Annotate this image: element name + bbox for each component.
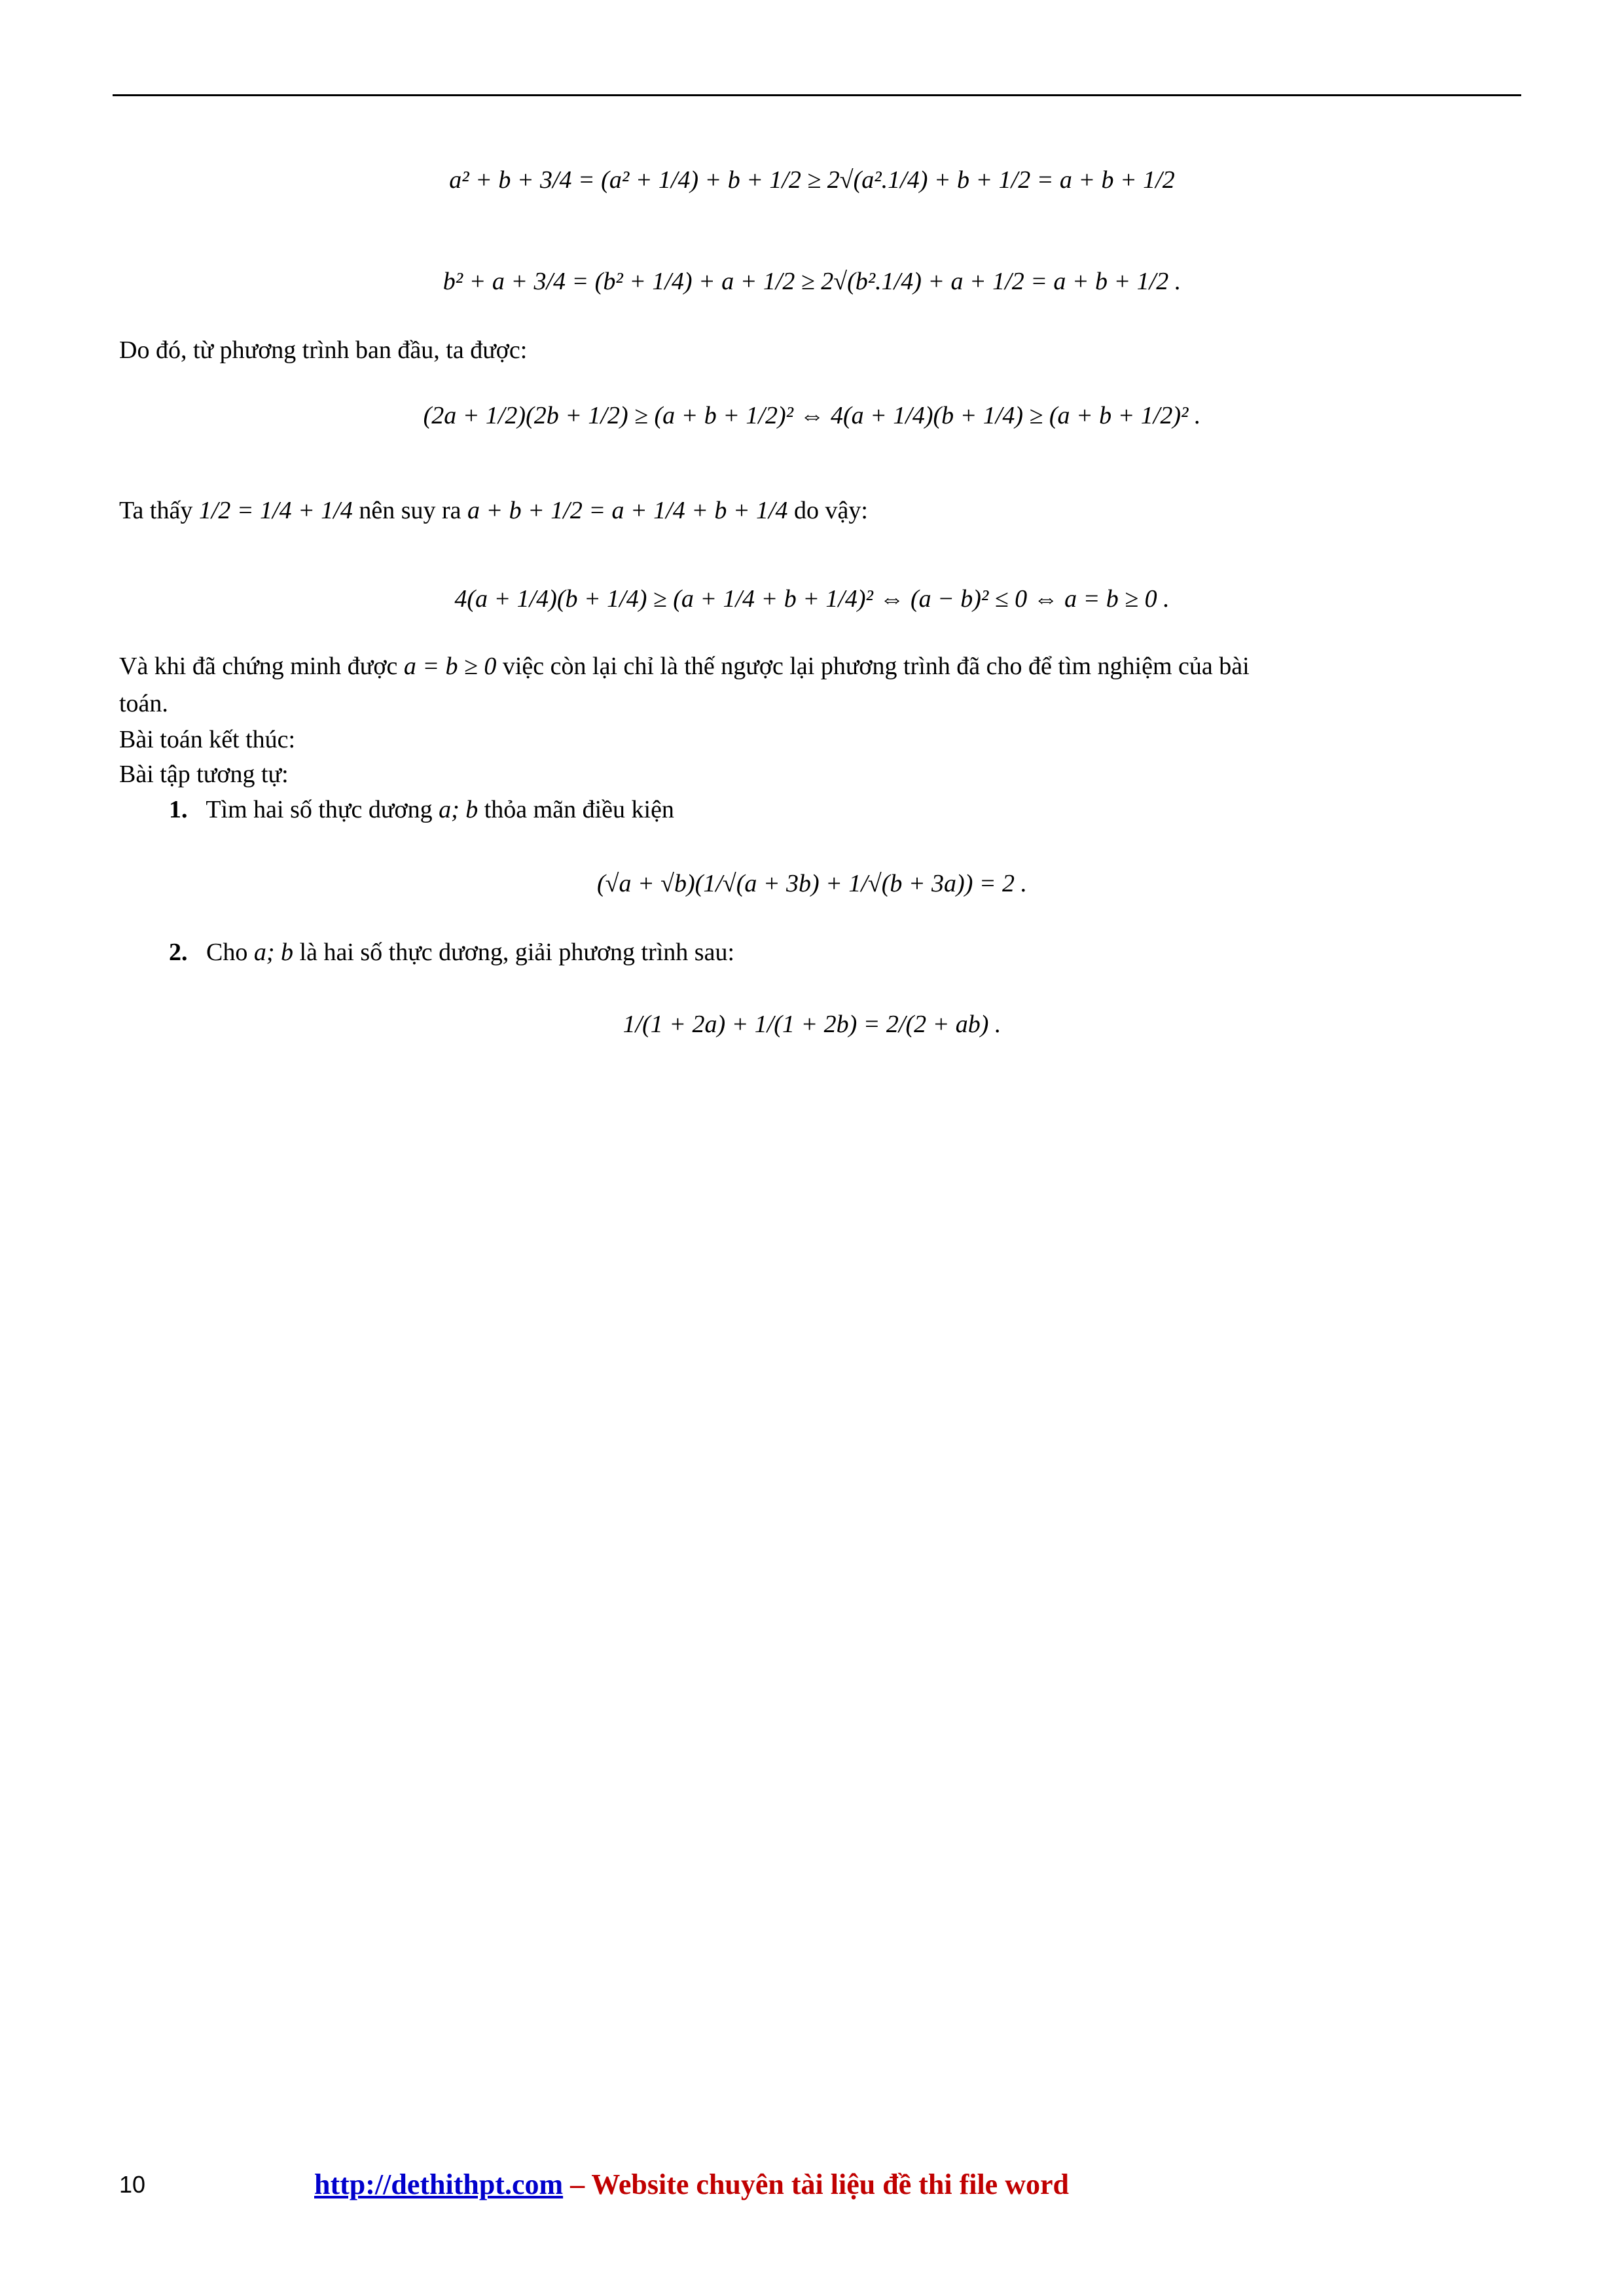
paragraph-3: Và khi đã chứng minh được a = b ≥ 0 việc còn lại chỉ là thế ngược lại phương trình đã cho để tìm nghiệm của bài bbox=[119, 653, 1250, 680]
equation-4: 4(a + 1/4)(b + 1/4) ≥ (a + 1/4 + b + 1/4)² ⇔ (a − b)² ≤ 0 ⇔ a = b ≥ 0 . bbox=[454, 585, 1170, 613]
inline-math: 1/2 = 1/4 + 1/4 bbox=[198, 497, 353, 524]
equation-5: (√a + √b)(1/√(a + 3b) + 1/√(b + 3a)) = 2 . bbox=[597, 870, 1027, 897]
footer-link[interactable]: http://dethithpt.com bbox=[314, 2168, 564, 2200]
equation-1: a² + b + 3/4 = (a² + 1/4) + b + 1/2 ≥ 2√(a².1/4) + b + 1/2 = a + b + 1/2 bbox=[449, 166, 1175, 194]
paragraph-4: Bài toán kết thúc: bbox=[119, 726, 296, 753]
inline-math: a = b ≥ 0 bbox=[403, 653, 497, 680]
paragraph-5: Bài tập tương tự: bbox=[119, 761, 289, 788]
header-rule bbox=[113, 94, 1521, 96]
equation-2: b² + a + 3/4 = (b² + 1/4) + a + 1/2 ≥ 2√(b².1/4) + a + 1/2 = a + b + 1/2 . bbox=[442, 268, 1182, 295]
exercise-1: 1. Tìm hai số thực dương a; b thỏa mãn điều kiện bbox=[169, 796, 674, 823]
paragraph-2: Ta thấy 1/2 = 1/4 + 1/4 nên suy ra a + b + 1/2 = a + 1/4 + b + 1/4 do vậy: bbox=[119, 497, 868, 524]
footer-banner bbox=[314, 2168, 1069, 2202]
paragraph-3-cont: toán. bbox=[119, 690, 168, 717]
paragraph-1: Do đó, từ phương trình ban đầu, ta được: bbox=[119, 336, 528, 364]
page-number: 10 bbox=[119, 2171, 146, 2198]
exercise-2: 2. Cho a; b là hai số thực dương, giải phương trình sau: bbox=[169, 939, 735, 966]
inline-math: a + b + 1/2 = a + 1/4 + b + 1/4 bbox=[467, 497, 788, 524]
footer-text: – Website chuyên tài liệu đề thi file word bbox=[563, 2168, 1069, 2200]
equation-3: (2a + 1/2)(2b + 1/2) ≥ (a + b + 1/2)² ⇔ 4(a + 1/4)(b + 1/4) ≥ (a + b + 1/2)² . bbox=[423, 402, 1201, 429]
equation-6: 1/(1 + 2a) + 1/(1 + 2b) = 2/(2 + ab) . bbox=[623, 1011, 1001, 1038]
